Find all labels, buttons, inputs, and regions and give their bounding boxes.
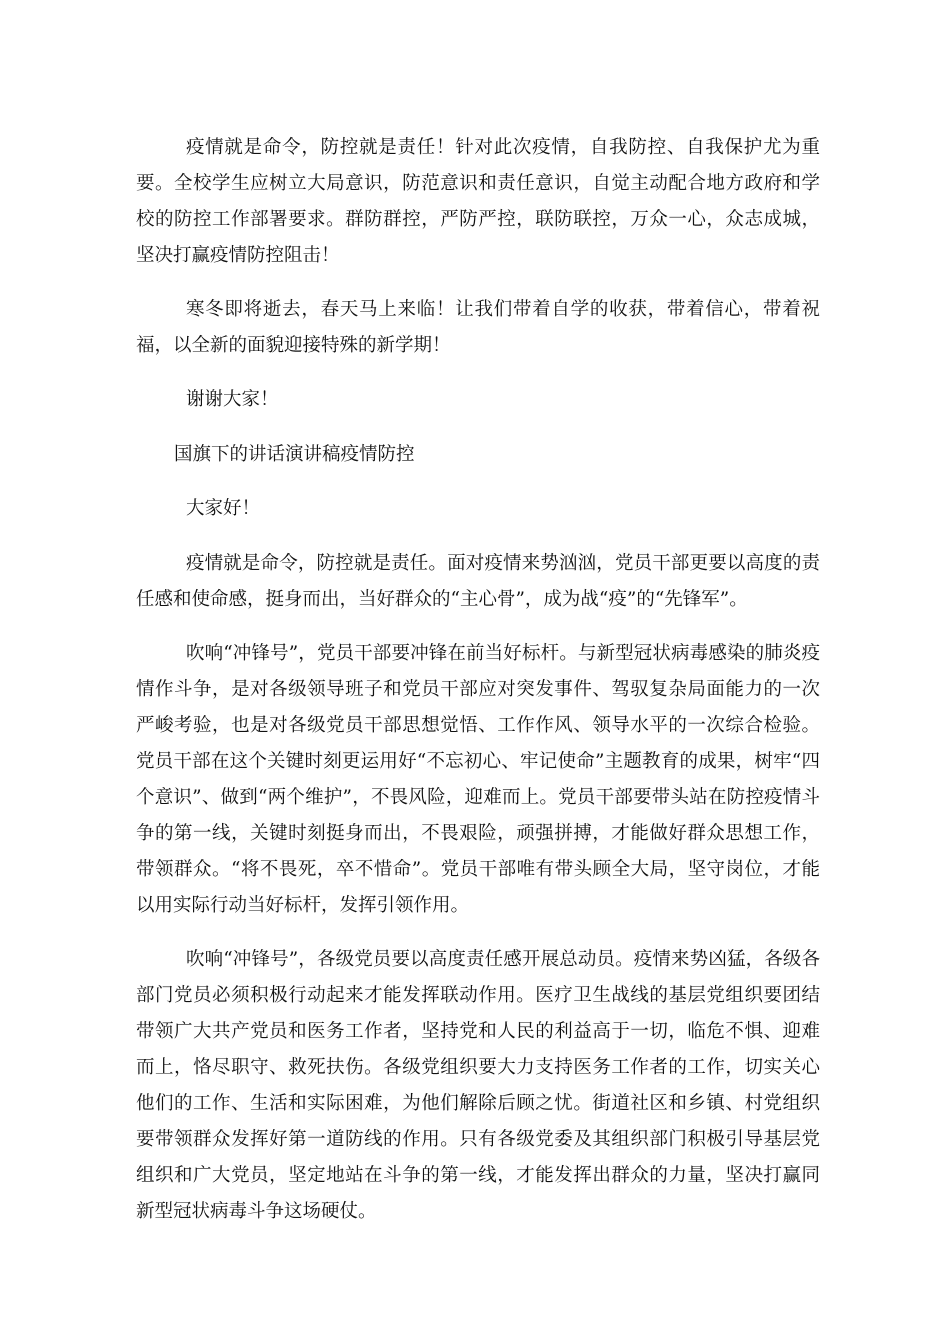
paragraph-cadres-lead: 吹响“冲锋号”，党员干部要冲锋在前当好标杆。与新型冠状病毒感染的肺炎疫情作斗争，是对各级领导班子和党员干部应对突发事件、驾驭复杂局面能力的一次严峻考验，也是对各级党员干部思想觉悟、工作作风、领导水平的一次综合检验。党员干部在这个关键时刻更运用好“不忘初心、牢记使命”主题教育的成果，树牢“四个意识”、做到“两个维护”，不畏风险，迎难而上。党员干部要带头站在防控疫情斗争的第一线，关键时刻挺身而出，不畏艰险，顽强拼搏，才能做好群众思想工作，带领群众。“将不畏死，卒不惜命”。党员干部唯有带头顾全大局，坚守岗位，才能以用实际行动当好标杆，发挥引领作用。	[136, 643, 820, 916]
paragraph-new-semester: 寒冬即将逝去，春天马上来临！让我们带着自学的收获，带着信心，带着祝福，以全新的面貌迎接特殊的新学期！	[136, 299, 820, 356]
greeting: 大家好！	[185, 498, 260, 519]
paragraph-closing-call: 疫情就是命令，防控就是责任！针对此次疫情，自我防控、自我保护尤为重要。全校学生应树立大局意识，防范意识和责任意识，自觉主动配合地方政府和学校的防控工作部署要求。群防群控，严防严控，联防联控，万众一心，众志成城，坚决打赢疫情防控阻击！	[136, 137, 820, 266]
paragraph-intro: 疫情就是命令，防控就是责任。面对疫情来势汹汹，党员干部更要以高度的责任感和使命感，挺身而出，当好群众的“主心骨”，成为战“疫”的“先锋军”。	[136, 553, 820, 610]
document-page	[136, 130, 820, 1230]
paragraph-thanks: 谢谢大家！	[185, 389, 279, 410]
speech-title: 国旗下的讲话演讲稿疫情防控	[174, 444, 415, 465]
paragraph-members-mobilize: 吹响“冲锋号”，各级党员要以高度责任感开展总动员。疫情来势凶猛，各级各部门党员必须积极行动起来才能发挥联动作用。医疗卫生战线的基层党组织要团结带领广大共产党员和医务工作者，坚持党和人民的利益高于一切，临危不惧、迎难而上，恪尽职守、救死扶伤。各级党组织要大力支持医务工作者的工作，切实关心他们的工作、生活和实际困难，为他们解除后顾之忧。街道社区和乡镇、村党组织要带领群众发挥好第一道防线的作用。只有各级党委及其组织部门积极引导基层党组织和广大党员，坚定地站在斗争的第一线，才能发挥出群众的力量，坚决打赢同新型冠状病毒斗争这场硬仗。	[136, 949, 820, 1222]
